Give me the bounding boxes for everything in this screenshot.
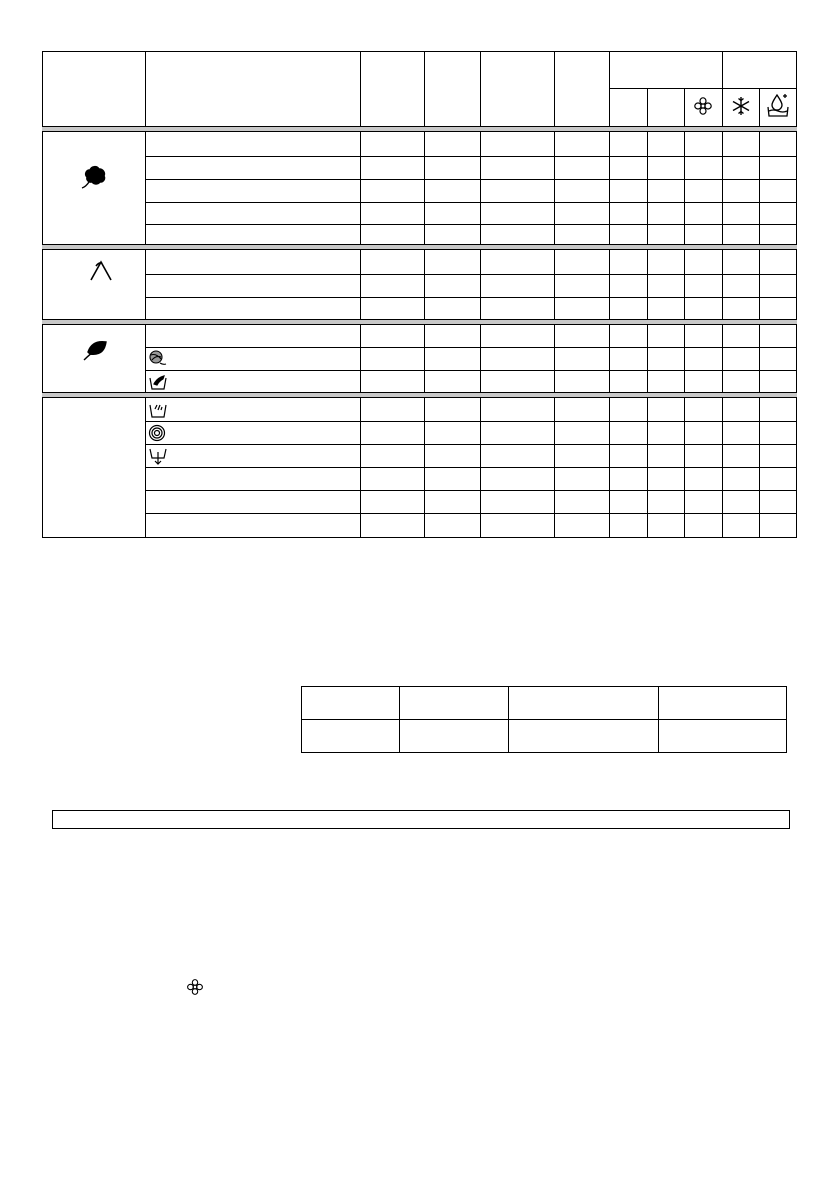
flower-icon xyxy=(693,96,713,116)
snowflake-icon xyxy=(731,96,751,116)
water-drop-basin-icon xyxy=(766,92,790,118)
wool-yarn-icon xyxy=(148,349,168,369)
drain-icon xyxy=(148,446,168,466)
note-box xyxy=(52,810,790,829)
cotton-icon xyxy=(80,164,108,190)
rinse-icon xyxy=(148,400,168,420)
spin-icon xyxy=(148,424,166,442)
synthetics-icon xyxy=(87,258,115,284)
delicate-leaf-icon xyxy=(80,338,108,364)
flower-icon xyxy=(186,978,204,996)
hand-wash-icon xyxy=(148,372,168,392)
